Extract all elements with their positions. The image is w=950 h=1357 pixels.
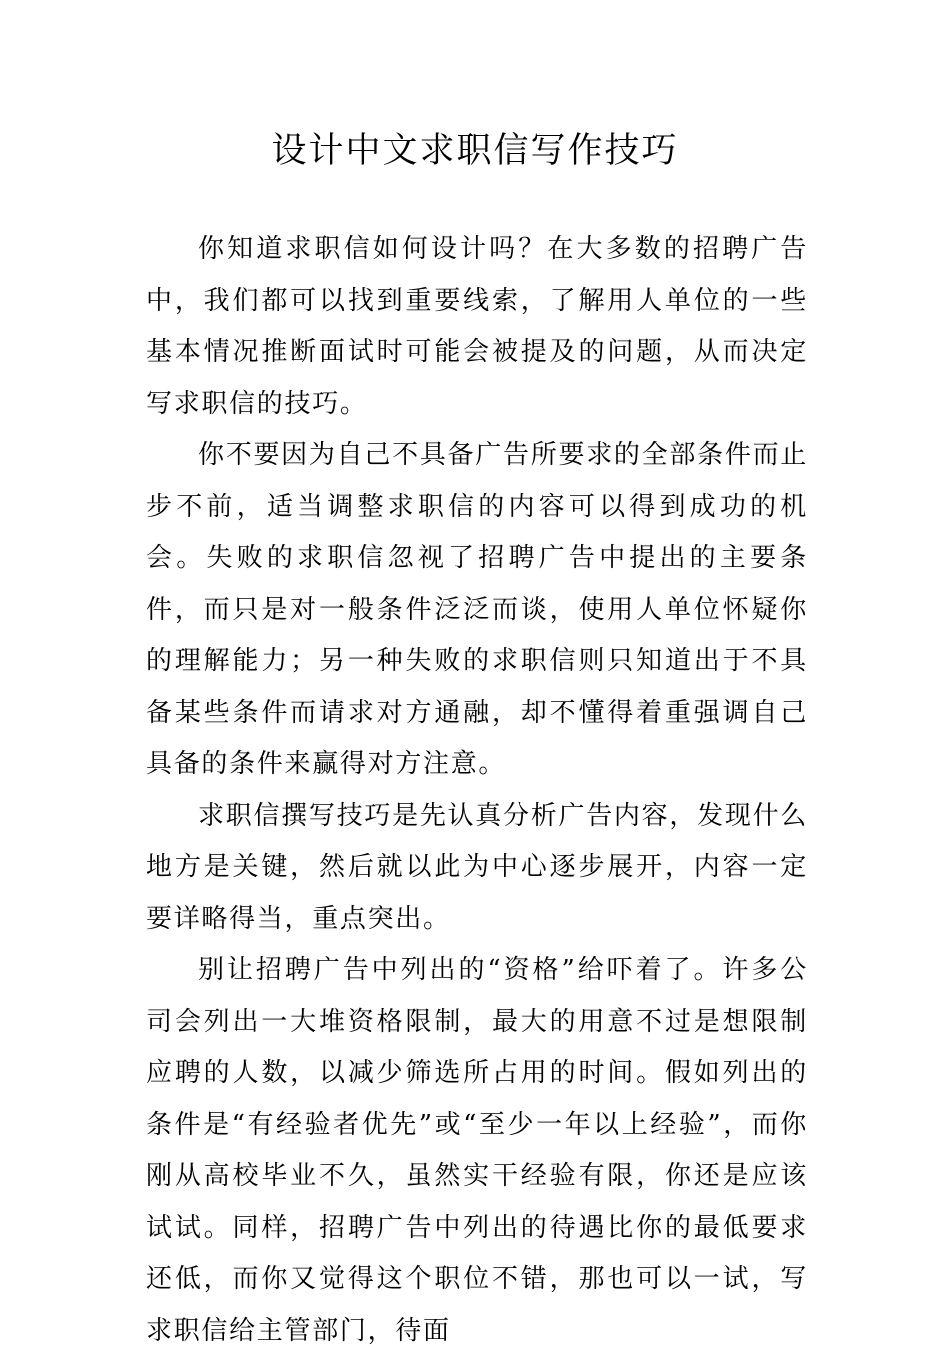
document-title: 设计中文求职信写作技巧	[271, 131, 679, 171]
paragraph: 别让招聘广告中列出的“资格”给吓着了。许多公司会列出一大堆资格限制，最大的用意不过是想限制应聘的人数，以减少筛选所占用的时间。假如列出的条件是“有经验者优先”或“至少一年以上经验”，而你刚从高校毕业不久，虽然实干经验有限，你还是应该试试。同样，招聘广告中列出的待遇比你的最低要求还低，而你又觉得这个职位不错，那也可以一试，写求职信给主管部门，待面	[146, 955, 808, 1346]
paragraph: 求职信撰写技巧是先认真分析广告内容，发现什么地方是关键，然后就以此为中心逐步展开，内容一定要详略得当，重点突出。	[146, 800, 808, 934]
paragraph: 你知道求职信如何设计吗？在大多数的招聘广告中，我们都可以找到重要线索，了解用人单位的一些基本情况推断面试时可能会被提及的问题，从而决定写求职信的技巧。	[146, 234, 808, 419]
paragraph: 你不要因为自己不具备广告所要求的全部条件而止步不前，适当调整求职信的内容可以得到成功的机会。失败的求职信忽视了招聘广告中提出的主要条件，而只是对一般条件泛泛而谈，使用人单位怀疑你的理解能力；另一种失败的求职信则只知道出于不具备某些条件而请求对方通融，却不懂得着重强调自己具备的条件来赢得对方注意。	[146, 440, 808, 779]
document-body	[146, 224, 808, 1357]
